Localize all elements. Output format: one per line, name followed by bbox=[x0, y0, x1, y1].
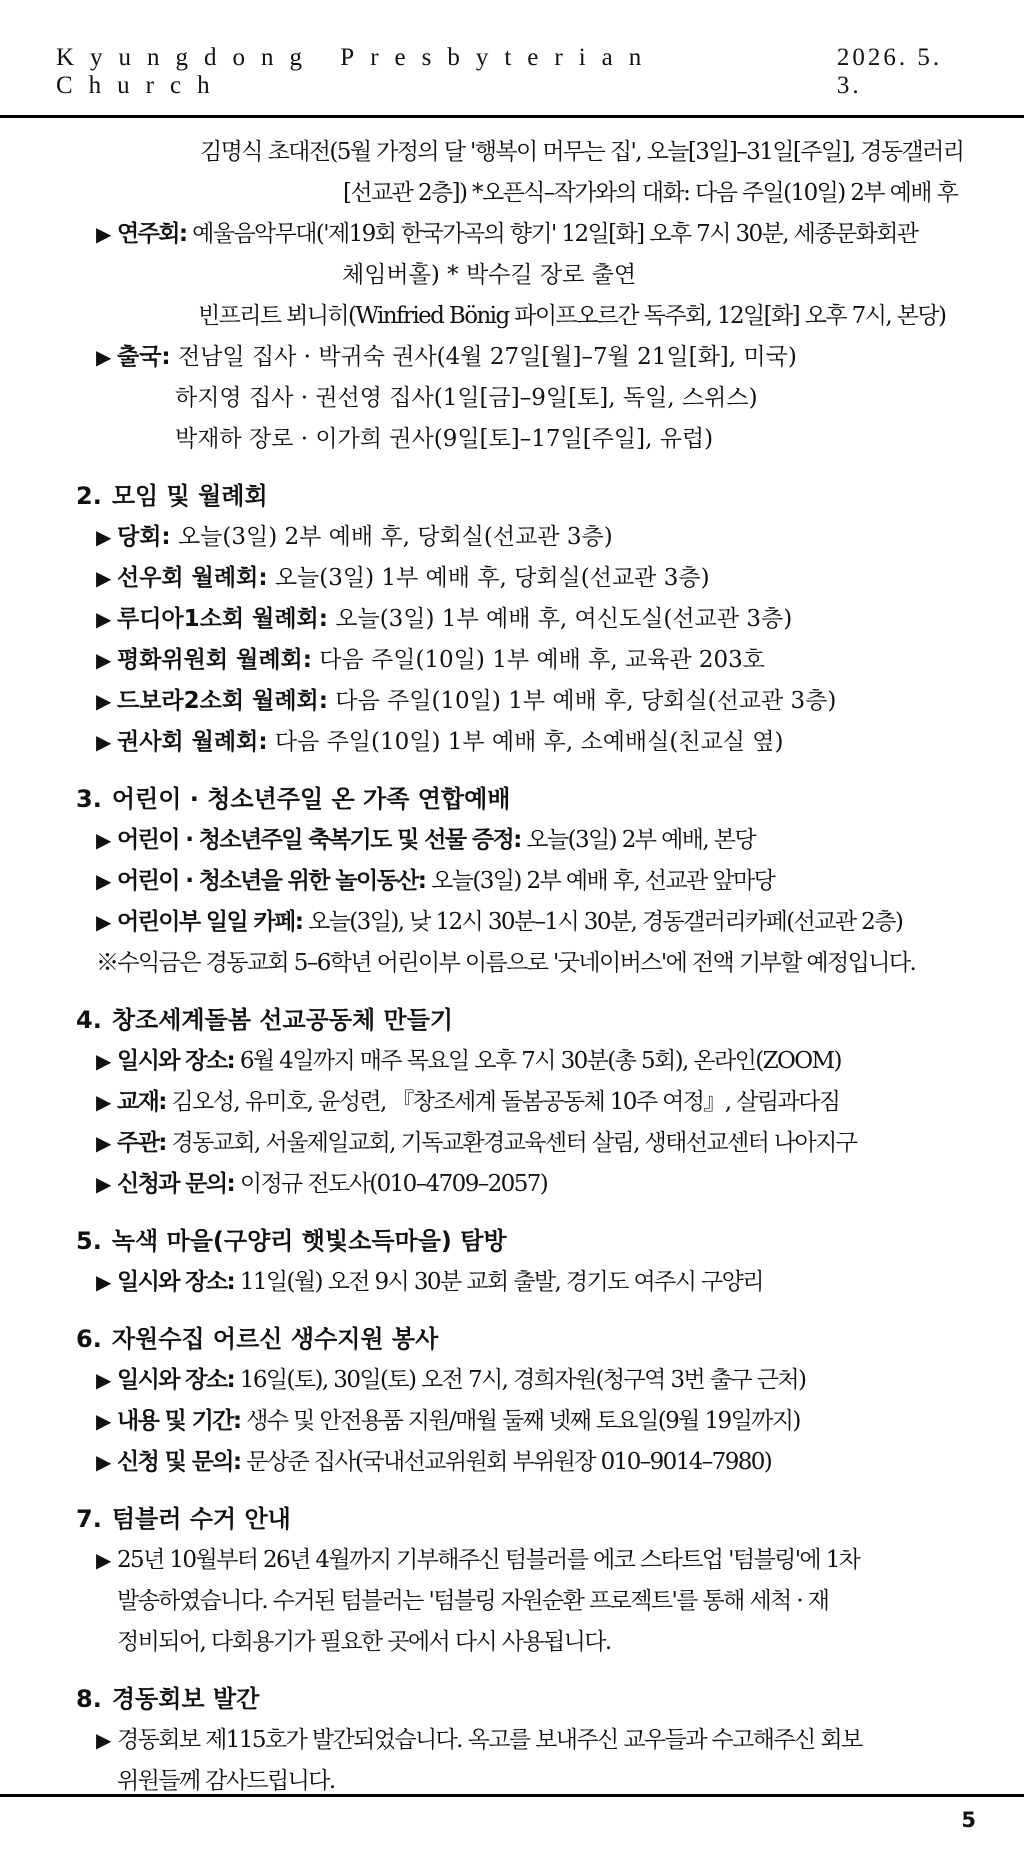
triangle-bullet-icon: ▶ bbox=[96, 828, 110, 852]
triangle-bullet-icon: ▶ bbox=[96, 869, 110, 893]
item-text: 생수 및 안전용품 지원/매월 둘째 넷째 토요일(9월 19일까지) bbox=[240, 1408, 800, 1434]
list-item bbox=[0, 640, 1024, 681]
list-item bbox=[0, 1442, 1024, 1483]
list-item bbox=[0, 681, 1024, 722]
item-label: 일시와 장소: bbox=[117, 1048, 235, 1074]
triangle-bullet-icon: ▶ bbox=[96, 566, 112, 590]
item-text: 다음 주일(10일) 1부 예배 후, 소예배실(친교실 옆) bbox=[267, 729, 784, 755]
item-label: 당회: bbox=[117, 524, 171, 550]
section-title: 텀블러 수거 안내 bbox=[111, 1505, 291, 1533]
triangle-bullet-icon: ▶ bbox=[96, 1131, 110, 1155]
concert-text: 예울음악무대('제19회 한국가곡의 향기' 12일[화] 오후 7시 30분, 세종문화회관 bbox=[186, 221, 918, 247]
triangle-bullet-icon: ▶ bbox=[96, 648, 112, 672]
list-item bbox=[0, 1082, 1024, 1123]
section-heading bbox=[0, 1000, 1024, 1041]
item-text: 6월 4일까지 매주 목요일 오후 7시 30분(총 5회), 온라인(ZOOM) bbox=[234, 1048, 841, 1074]
paragraph-text: 경동회보 제115호가 발간되었습니다. 옥고를 보내주신 교우들과 수고해주신 회보 bbox=[117, 1727, 862, 1753]
page-number: 5 bbox=[961, 1808, 976, 1832]
triangle-bullet-icon: ▶ bbox=[96, 1090, 110, 1114]
triangle-bullet-icon: ▶ bbox=[96, 1728, 110, 1752]
item-label: 일시와 장소: bbox=[117, 1367, 235, 1393]
concert-line-3: 빈프리트 뵈니히(Winfried Bönig 파이프오르간 독주회, 12일[화] 오후 7시, 본당) bbox=[198, 303, 946, 329]
page-header bbox=[56, 44, 974, 100]
church-name: Kyungdong Presbyterian Church bbox=[56, 44, 658, 99]
item-label: 선우회 월례회: bbox=[117, 565, 268, 591]
paragraph-line: 발송하였습니다. 수거된 텀블러는 '텀블링 자원순환 프로젝트'를 통해 세척 · 재 bbox=[117, 1588, 829, 1614]
section-heading bbox=[0, 1499, 1024, 1540]
concert-label: 연주회: bbox=[117, 221, 187, 247]
item-label: 신청 및 문의: bbox=[117, 1449, 241, 1475]
triangle-bullet-icon: ▶ bbox=[96, 525, 112, 549]
header-rule bbox=[0, 115, 1024, 118]
item-text: 오늘(3일) 2부 예배 후, 당회실(선교관 3층) bbox=[170, 524, 613, 550]
section-number: 2. bbox=[76, 482, 102, 510]
departure-line-3: 박재하 장로 · 이가희 권사(9일[토]–17일[주일], 유럽) bbox=[175, 426, 714, 452]
section-number: 4. bbox=[76, 1006, 102, 1034]
list-item bbox=[0, 599, 1024, 640]
list-item bbox=[0, 558, 1024, 599]
item-label: 주관: bbox=[117, 1130, 166, 1156]
triangle-bullet-icon: ▶ bbox=[96, 1049, 110, 1073]
section-title: 자원수집 어르신 생수지원 봉사 bbox=[111, 1325, 439, 1353]
item-text: 이정규 전도사(010–4709–2057) bbox=[234, 1171, 548, 1197]
list-item bbox=[0, 1262, 1024, 1303]
section-number: 6. bbox=[76, 1325, 102, 1353]
departure-text: 전남일 집사 · 박귀숙 권사(4월 27일[월]–7월 21일[화], 미국) bbox=[170, 344, 797, 370]
section-heading bbox=[0, 779, 1024, 820]
triangle-bullet-icon: ▶ bbox=[96, 222, 110, 246]
list-item bbox=[0, 1360, 1024, 1401]
triangle-bullet-icon: ▶ bbox=[96, 345, 112, 369]
triangle-bullet-icon: ▶ bbox=[96, 607, 112, 631]
item-label: 루디아1소회 월례회: bbox=[117, 606, 328, 632]
item-label: 평화위원회 월례회: bbox=[117, 647, 312, 673]
triangle-bullet-icon: ▶ bbox=[96, 1172, 110, 1196]
section-number: 3. bbox=[76, 785, 102, 813]
list-item bbox=[0, 517, 1024, 558]
triangle-bullet-icon: ▶ bbox=[96, 1368, 110, 1392]
item-text: 경동교회, 서울제일교회, 기독교환경교육센터 살림, 생태선교센터 나아지구 bbox=[165, 1130, 857, 1156]
triangle-bullet-icon: ▶ bbox=[96, 1409, 110, 1433]
paragraph-text: 25년 10월부터 26년 4월까지 기부해주신 텀블러를 에코 스타트업 '텀블링'에 1차 bbox=[117, 1547, 860, 1573]
item-label: 권사회 월례회: bbox=[117, 729, 268, 755]
announcements bbox=[0, 132, 1024, 1802]
concert-line-2: 체임버홀) * 박수길 장로 출연 bbox=[342, 262, 637, 288]
list-item bbox=[0, 861, 1024, 902]
item-text: 다음 주일(10일) 1부 예배 후, 교육관 203호 bbox=[311, 647, 766, 673]
item-text: 다음 주일(10일) 1부 예배 후, 당회실(선교관 3층) bbox=[327, 688, 837, 714]
section-number: 8. bbox=[76, 1685, 102, 1713]
triangle-bullet-icon: ▶ bbox=[96, 1270, 110, 1294]
item-label: 교재: bbox=[117, 1089, 166, 1115]
footer-rule bbox=[0, 1794, 1024, 1797]
bulletin-date: 2026. 5. 3. bbox=[836, 44, 943, 99]
item-label: 일시와 장소: bbox=[117, 1269, 235, 1295]
section-number: 7. bbox=[76, 1505, 102, 1533]
item-label: 드보라2소회 월례회: bbox=[117, 688, 328, 714]
section-heading bbox=[0, 476, 1024, 517]
paragraph-line bbox=[0, 1720, 1024, 1761]
section-title: 모임 및 월례회 bbox=[111, 482, 268, 510]
paragraph-line: 위원들께 감사드립니다. bbox=[117, 1768, 335, 1794]
list-item bbox=[0, 820, 1024, 861]
triangle-bullet-icon: ▶ bbox=[96, 689, 112, 713]
section-number: 5. bbox=[76, 1227, 102, 1255]
list-item bbox=[0, 902, 1024, 943]
paragraph-line: 정비되어, 다회용기가 필요한 곳에서 다시 사용됩니다. bbox=[117, 1629, 611, 1655]
section-heading bbox=[0, 1221, 1024, 1262]
section-title: 어린이 · 청소년주일 온 가족 연합예배 bbox=[111, 785, 511, 813]
triangle-bullet-icon: ▶ bbox=[96, 910, 110, 934]
triangle-bullet-icon: ▶ bbox=[96, 730, 112, 754]
section-title: 경동회보 발간 bbox=[111, 1685, 260, 1713]
section-heading bbox=[0, 1679, 1024, 1720]
item-label: 어린이 · 청소년주일 축복기도 및 선물 증정: bbox=[117, 827, 521, 853]
section-title: 창조세계돌봄 선교공동체 만들기 bbox=[111, 1006, 454, 1034]
exhibition-line-1: 김명식 초대전(5월 가정의 달 '행복이 머무는 집', 오늘[3일]–31일[주일], 경동갤러리 bbox=[200, 139, 964, 165]
list-item bbox=[0, 1164, 1024, 1205]
departure-label: 출국: bbox=[117, 344, 171, 370]
item-text: 오늘(3일), 낮 12시 30분–1시 30분, 경동갤러리카페(선교관 2층) bbox=[302, 909, 903, 935]
item-text: 16일(토), 30일(토) 오전 7시, 경희자원(청구역 3번 출구 근처) bbox=[234, 1367, 806, 1393]
section-heading bbox=[0, 1319, 1024, 1360]
item-text: 문상준 집사(국내선교위원회 부위원장 010–9014–7980) bbox=[240, 1449, 772, 1475]
list-item bbox=[0, 1401, 1024, 1442]
item-text: 김오성, 유미호, 윤성련, 『창조세계 돌봄공동체 10주 여정』, 살림과다짐 bbox=[165, 1089, 840, 1115]
item-text: 11일(월) 오전 9시 30분 교회 출발, 경기도 여주시 구양리 bbox=[234, 1269, 763, 1295]
departure-line-2: 하지영 집사 · 권선영 집사(1일[금]–9일[토], 독일, 스위스) bbox=[175, 385, 758, 411]
item-text: 오늘(3일) 2부 예배, 본당 bbox=[520, 827, 755, 853]
item-text: 오늘(3일) 1부 예배 후, 여신도실(선교관 3층) bbox=[327, 606, 793, 632]
concert-item bbox=[0, 214, 1024, 255]
departure-item bbox=[0, 337, 1024, 378]
list-item bbox=[0, 722, 1024, 763]
exhibition-line-2: [선교관 2층]) *오픈식–작가와의 대화: 다음 주일(10일) 2부 예배 후 bbox=[343, 180, 958, 206]
paragraph-line bbox=[0, 1540, 1024, 1581]
item-text: 오늘(3일) 2부 예배 후, 선교관 앞마당 bbox=[425, 868, 775, 894]
item-text: 오늘(3일) 1부 예배 후, 당회실(선교관 3층) bbox=[267, 565, 710, 591]
list-item bbox=[0, 1123, 1024, 1164]
section-title: 녹색 마을(구양리 햇빛소득마을) 탐방 bbox=[111, 1227, 507, 1255]
item-label: 신청과 문의: bbox=[117, 1171, 235, 1197]
list-item bbox=[0, 1041, 1024, 1082]
item-label: 내용 및 기간: bbox=[117, 1408, 241, 1434]
triangle-bullet-icon: ▶ bbox=[96, 1548, 110, 1572]
item-label: 어린이부 일일 카페: bbox=[117, 909, 303, 935]
item-label: 어린이 · 청소년을 위한 놀이동산: bbox=[117, 868, 426, 894]
triangle-bullet-icon: ▶ bbox=[96, 1450, 110, 1474]
note-text: ※수익금은 경동교회 5–6학년 어린이부 이름으로 '굿네이버스'에 전액 기부할 예정입니다. bbox=[96, 950, 916, 976]
